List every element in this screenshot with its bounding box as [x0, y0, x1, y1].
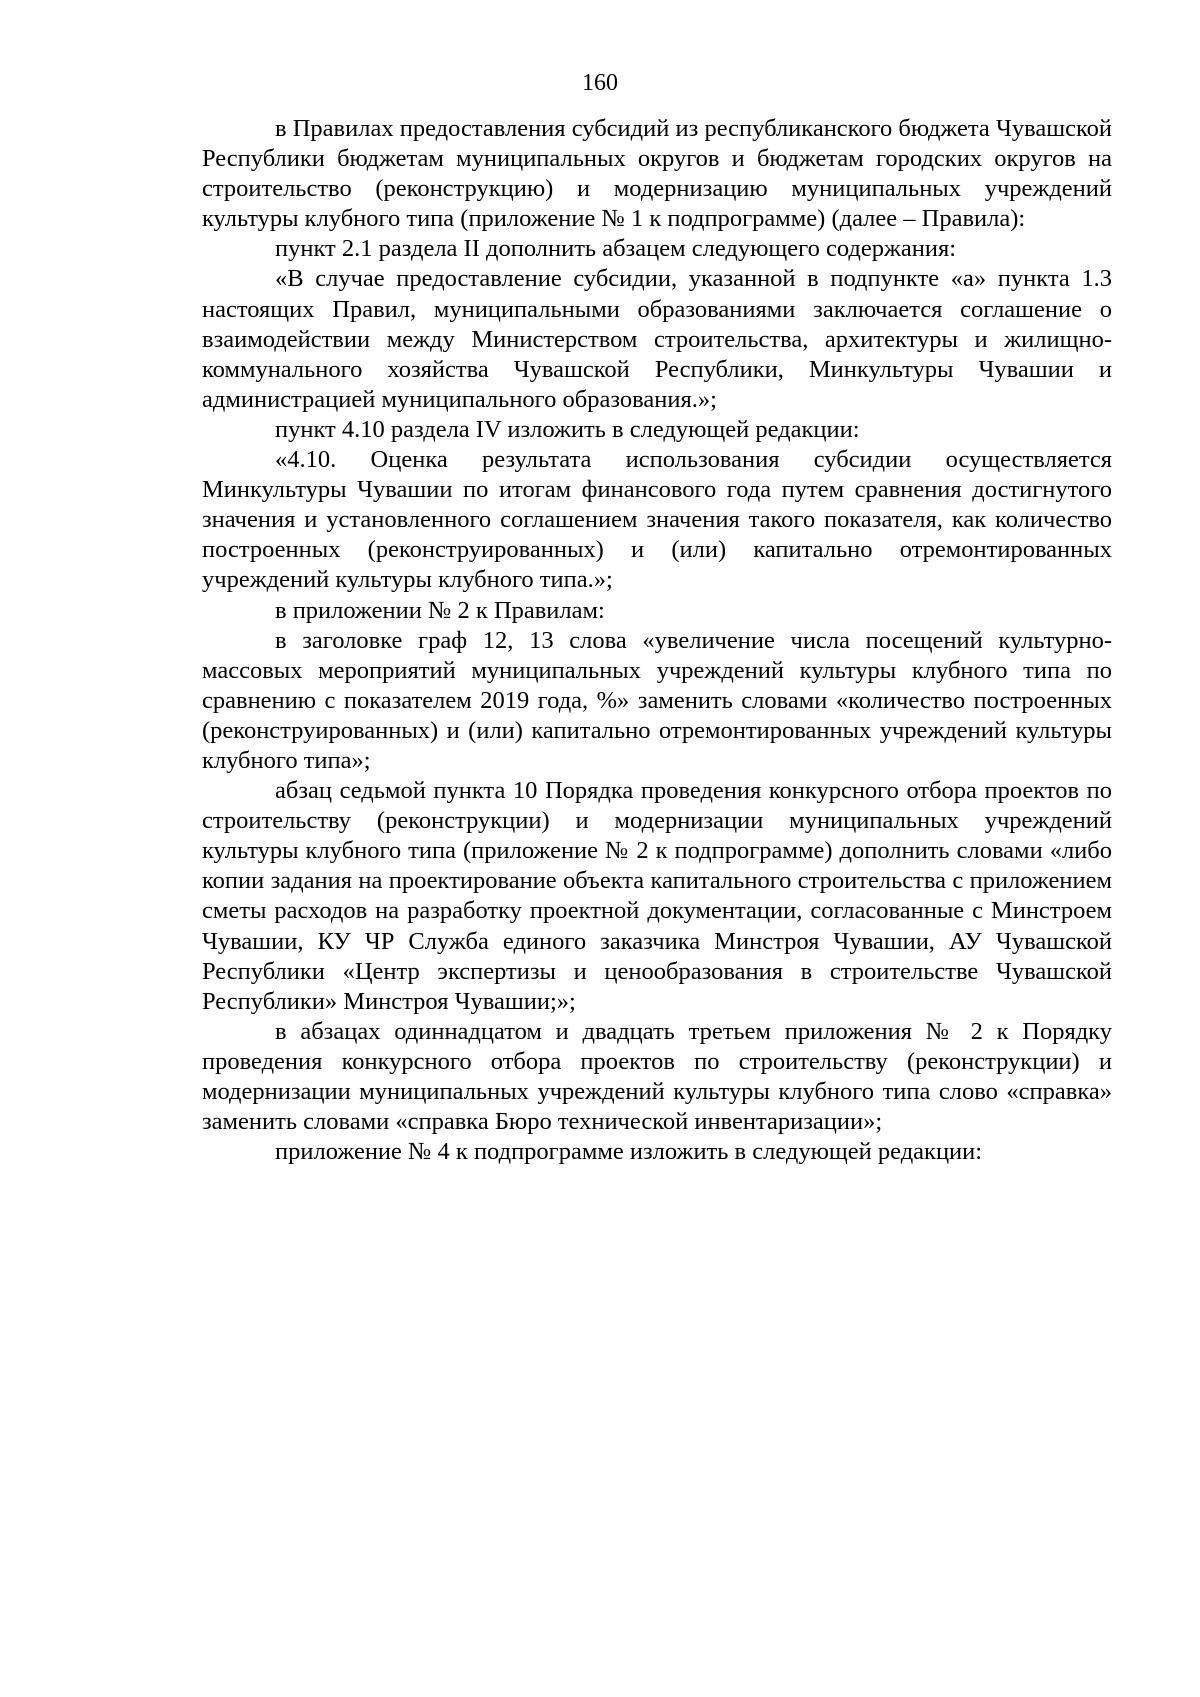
paragraph-column-headings: в заголовке граф 12, 13 слова «увеличение числа посещений культурно-массовых мероприятий муниципальных учреждений культуры клубного типа по сравнению с показателем 2019 года, %» заменить словами «количество построенных (реконструированных) и (или) капитально отремонтированных учреждений культуры клубного типа»;	[202, 626, 1112, 774]
document-body	[202, 114, 1112, 1167]
paragraph-rules-intro: в Правилах предоставления субсидий из республиканского бюджета Чувашской Республики бюджетам муниципальных округов и бюджетам городских округов на строительство (реконструкцию) и модернизацию муниципальных учреждений культуры клубного типа (приложение № 1 к подпрограмме) (далее – Правила):	[202, 115, 1112, 233]
paragraph-bti-certificate: в абзацах одиннадцатом и двадцать третьем приложения № 2 к Порядку проведения конкурсного отбора проектов по строительству (реконструкции) и модернизации муниципальных учреждений культуры клубного типа слово «справка» заменить словами «справка Бюро технической инвентаризации»;	[202, 1017, 1112, 1136]
paragraph-appendix-4: приложение № 4 к подпрограмме изложить в следующей редакции:	[275, 1138, 983, 1166]
page-number: 160	[582, 70, 618, 96]
paragraph-appendix-2: в приложении № 2 к Правилам:	[275, 596, 605, 624]
paragraph-selection-procedure: абзац седьмой пункта 10 Порядка проведения конкурсного отбора проектов по строительству (реконструкции) и модернизации муниципальных учреждений культуры клубного типа (приложение № 2 к подпрограмме) дополнить словами «либо копии задания на проектирование объекта капитального строительства с приложением сметы расходов на разработку проектной документации, согласованные с Минстроем Чувашии, КУ ЧР Служба единого заказчика Минстроя Чувашии, АУ Чувашской Республики «Центр экспертизы и ценообразования в строительстве Чувашской Республики» Минстроя Чувашии;»;	[202, 777, 1112, 1015]
paragraph-item-2-1: пункт 2.1 раздела II дополнить абзацем следующего содержания:	[275, 235, 957, 263]
paragraph-item-4-10: пункт 4.10 раздела IV изложить в следующей редакции:	[275, 415, 860, 443]
paragraph-subsidy-agreement: «В случае предоставление субсидии, указанной в подпункте «а» пункта 1.3 настоящих Правил, муниципальными образованиями заключается соглашение о взаимодействии между Министерством строительства, архитектуры и жилищно-коммунального хозяйства Чувашской Республики, Минкультуры Чувашии и администрацией муниципального образования.»;	[202, 265, 1112, 413]
paragraph-result-evaluation: «4.10. Оценка результата использования субсидии осуществляется Минкультуры Чувашии по итогам финансового года путем сравнения достигнутого значения и установленного соглашением значения такого показателя, как количество построенных (реконструированных) и (или) капитально отремонтированных учреждений культуры клубного типа.»;	[202, 446, 1112, 594]
